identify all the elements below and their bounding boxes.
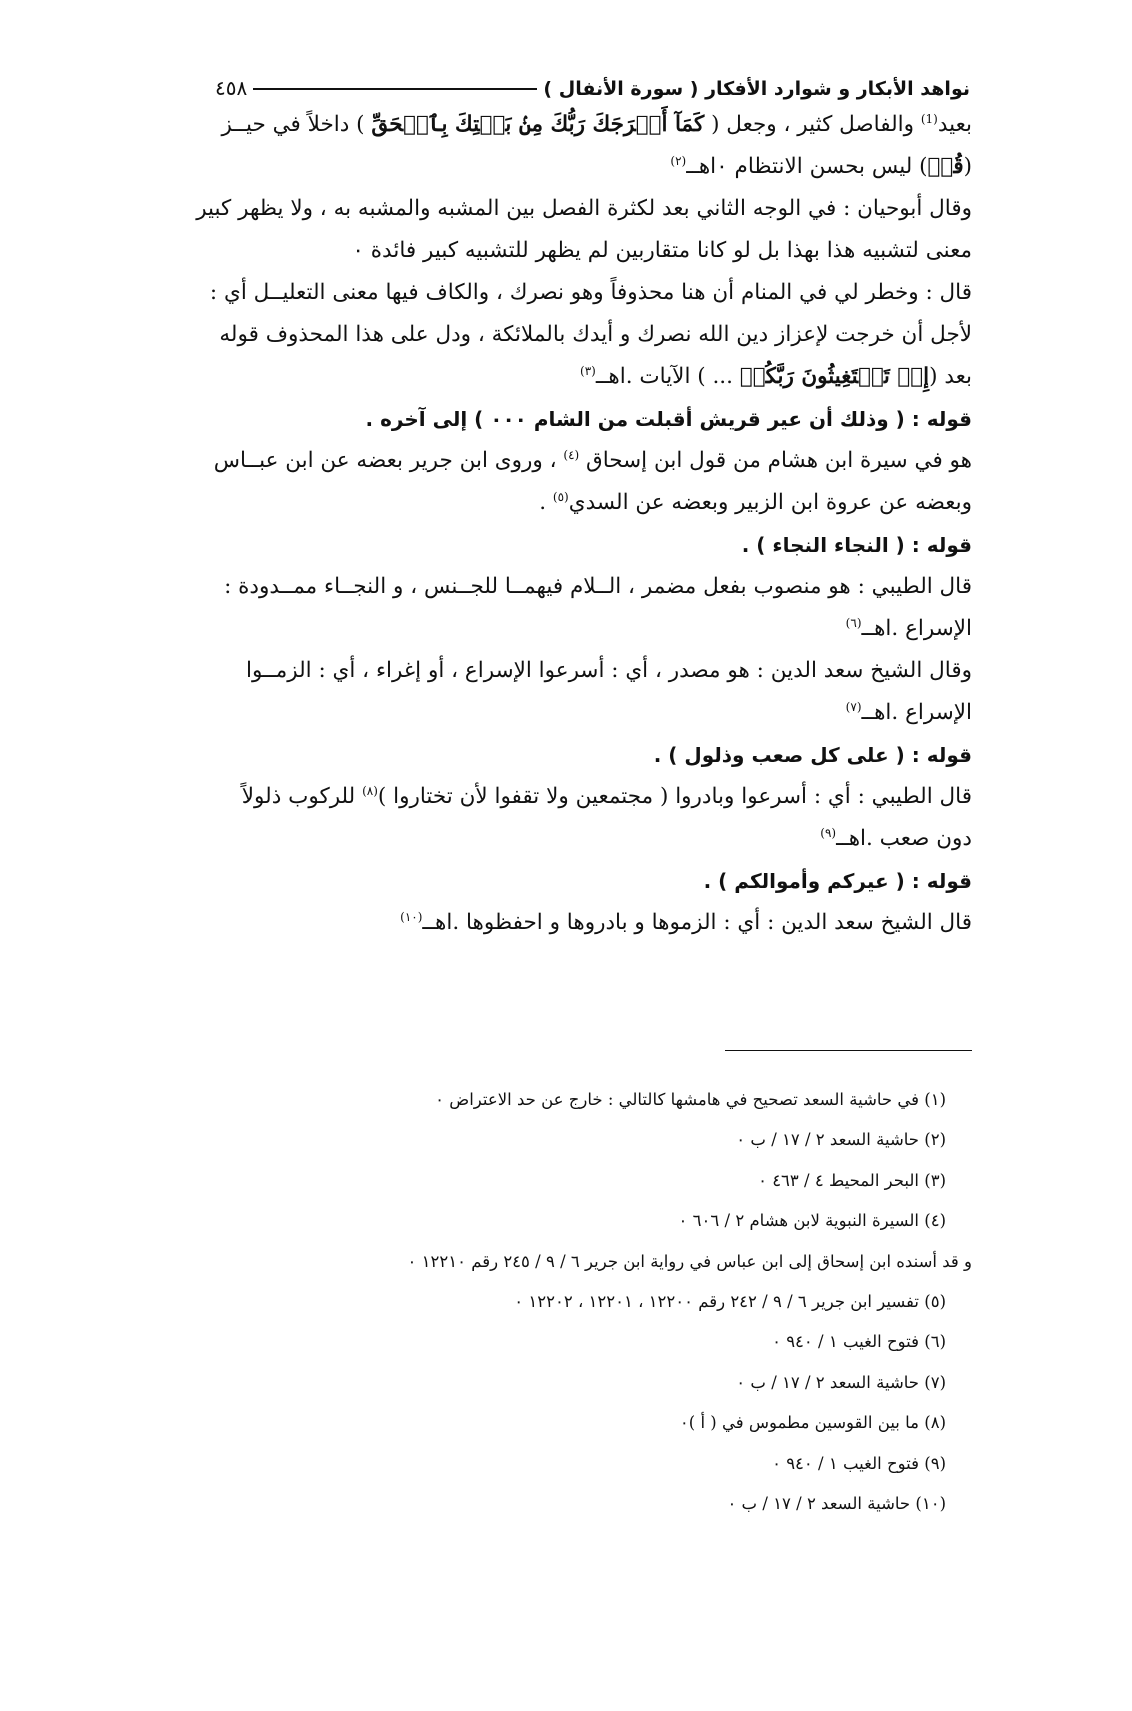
quran-verse: كَمَآ أَخۡرَجَكَ رَبُّكَ مِنۢ بَيۡتِكَ بِٱلۡحَقِّ (371, 112, 705, 137)
text-line: وقال أبوحيان : في الوجه الثاني بعد لكثرة الفصل بين المشبه والمشبه به ، ولا يظهر كبير (196, 196, 972, 221)
section-heading: قوله : ( عيركم وأموالكم ) . (703, 869, 972, 893)
section-heading: قوله : ( النجاء النجاء ) . (741, 533, 972, 557)
footnote: (١) في حاشية السعد تصحيح في هامشها كالتالي : خارج عن حد الاعتراض ٠ (435, 1090, 946, 1109)
text-line: معنى لتشبيه هذا بهذا بل لو كانا متقاربين لم يظهر للتشبيه كبير فائدة ٠ (352, 238, 972, 263)
header-rule (253, 88, 537, 90)
text-line: الإسراع .اهــ$^{(٧)}$ (845, 699, 972, 725)
quran-verse: إِذۡ تَسۡتَغِيثُونَ رَبَّكُمۡ (739, 364, 930, 389)
text-line: قال : وخطر لي في المنام أن هنا محذوفاً وهو نصرك ، والكاف فيها معنى التعليــل أي : (209, 280, 972, 305)
text-line: وقال الشيخ سعد الدين : هو مصدر ، أي : أسرعوا الإسراع ، أو إغراء ، أي : الزمــوا (246, 658, 972, 683)
section-heading: قوله : ( على كل صعب وذلول ) . (653, 743, 972, 767)
footnote: (١٠) حاشية السعد ٢ / ١٧ / ب ٠ (727, 1493, 946, 1513)
footnote: و قد أسنده ابن إسحاق إلى ابن عباس في رواية ابن جرير ٦ / ٩ / ٢٤٥ رقم ١٢٢١٠ ٠ (407, 1251, 972, 1271)
running-header (215, 62, 970, 102)
text-line: بعد (إِذۡ تَسۡتَغِيثُونَ رَبَّكُمۡ ... ) الآيات .اهــ$^{(٣)}$ (580, 363, 972, 389)
text-line: (قُلۡ) ليس بحسن الانتظام ٠اهــ$^{(٢)}$ (670, 153, 972, 179)
section-heading: قوله : ( وذلك أن عير قريش أقبلت من الشام ٠٠٠ ) إلى آخره . (365, 407, 972, 431)
text-line: لأجل أن خرجت لإعزاز دين الله نصرك و أيدك بالملائكة ، ودل على هذا المحذوف قوله (219, 322, 972, 347)
footnote: (٣) البحر المحيط ٤ / ٤٦٣ ٠ (758, 1170, 946, 1190)
text-line: الإسراع .اهــ$^{(٦)}$ (845, 615, 972, 641)
footnote: (٨) ما بين القوسين مطموس في ( أ )٠ (679, 1413, 946, 1433)
quran-verse: قُلۡ (927, 154, 964, 179)
footnote: (٤) السيرة النبوية لابن هشام ٢ / ٦٠٦ ٠ (678, 1211, 946, 1231)
text-line: قال الطيبي : هو منصوب بفعل مضمر ، الــلام فيهمــا للجــنس ، و النجــاء ممــدودة : (224, 574, 972, 599)
text-line: بعيد$^{(1)}$ والفاصل كثير ، وجعل ( كَمَآ أَخۡرَجَكَ رَبُّكَ مِنۢ بَيۡتِكَ بِٱلۡحَقِّ ) داخلاً في حيــز (221, 111, 972, 137)
footnote: (٧) حاشية السعد ٢ / ١٧ / ب ٠ (736, 1372, 946, 1392)
text-line: هو في سيرة ابن هشام من قول ابن إسحاق $^{(٤)}$ ، وروى ابن جرير بعضه عن ابن عبــاس (213, 447, 972, 473)
footnotes (150, 1080, 972, 1524)
header-title: نواهد الأبكار و شوارد الأفكار ( سورة الأنفال ) (543, 78, 970, 100)
footnote-separator (725, 1050, 972, 1051)
footnote: (٩) فتوح الغيب ١ / ٩٤٠ ٠ (772, 1453, 946, 1473)
footnote: (٥) تفسير ابن جرير ٦ / ٩ / ٢٤٢ رقم ١٢٢٠٠ ، ١٢٢٠١ ، ١٢٢٠٢ ٠ (514, 1291, 946, 1311)
footnote: (٢) حاشية السعد ٢ / ١٧ / ب ٠ (736, 1130, 946, 1150)
text-line: وبعضه عن عروة ابن الزبير وبعضه عن السدي$^{(٥)}$ . (539, 489, 972, 515)
main-text (150, 104, 972, 944)
page-number: ٤٥٨ (215, 76, 248, 100)
text-line: دون صعب .اهــ$^{(٩)}$ (820, 825, 972, 851)
text-line: قال الطيبي : أي : أسرعوا وبادروا ( مجتمعين ولا تقفوا لأن تختاروا )$^{(٨)}$ للركوب ذلولاً (241, 783, 972, 809)
text-line: قال الشيخ سعد الدين : أي : الزموها و بادروها و احفظوها .اهــ$^{(١٠)}$ (400, 909, 972, 935)
footnote: (٦) فتوح الغيب ١ / ٩٤٠ ٠ (772, 1332, 946, 1352)
